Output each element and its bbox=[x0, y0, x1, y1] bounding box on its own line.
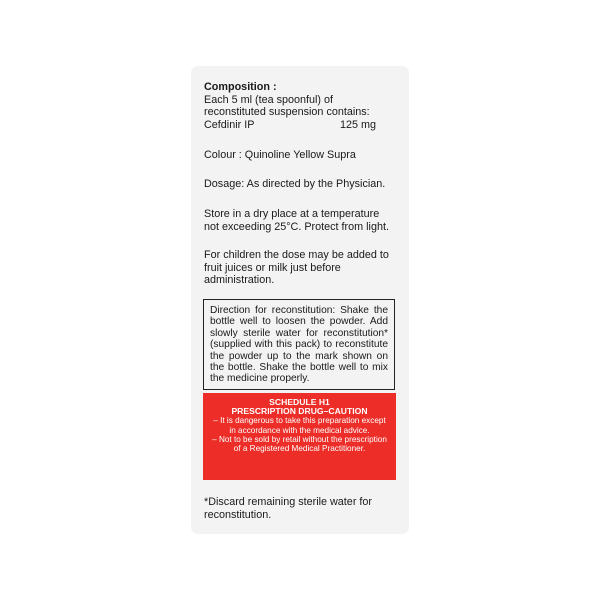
discard-line: *Discard remaining sterile water for bbox=[204, 496, 373, 508]
children-section bbox=[204, 249, 400, 287]
reconstitution-box: Direction for reconstitution: Shake the bottle well to loosen the powder. Add slowly sterile water for reconstitution* (supplied with this pack) to reconstitute the powder up to the mark shown on the bottle. Shake the bottle well to mix the medicine properly. bbox=[203, 299, 395, 390]
composition-section bbox=[204, 81, 400, 131]
warning-line: – Not to be sold by retail without the prescription bbox=[212, 434, 387, 444]
composition-line: reconstituted suspension contains: bbox=[204, 106, 370, 119]
composition-heading: Composition : bbox=[204, 81, 277, 93]
storage-section bbox=[204, 208, 400, 233]
schedule-title: SCHEDULE H1 bbox=[269, 397, 330, 407]
colour-text: Colour : Quinoline Yellow Supra bbox=[204, 149, 356, 161]
discard-line: reconstitution. bbox=[204, 508, 272, 521]
warning-line: of a Registered Medical Practitioner. bbox=[233, 444, 366, 454]
children-line: fruit juices or milk just before bbox=[204, 261, 341, 274]
dosage-text: Dosage: As directed by the Physician. bbox=[204, 178, 386, 190]
schedule-h1-warning bbox=[203, 393, 396, 480]
warning-line: in accordance with the medical advice. bbox=[229, 425, 370, 435]
ingredient-name: Cefdinir IP bbox=[204, 118, 255, 131]
ingredient-amount: 125 mg bbox=[340, 118, 377, 131]
caution-title: PRESCRIPTION DRUG–CAUTION bbox=[231, 406, 368, 417]
composition-line: Each 5 ml (tea spoonful) of bbox=[204, 93, 334, 106]
storage-line: not exceeding 25°C. Protect from light. bbox=[204, 220, 389, 233]
medicine-label-card bbox=[191, 66, 409, 534]
discard-note bbox=[204, 496, 400, 521]
children-line: For children the dose may be added to bbox=[204, 249, 389, 261]
warning-line: – It is dangerous to take this preparation except bbox=[213, 416, 386, 426]
ingredient-row bbox=[204, 119, 400, 132]
children-line: administration. bbox=[204, 274, 275, 287]
storage-line: Store in a dry place at a temperature bbox=[204, 208, 380, 220]
